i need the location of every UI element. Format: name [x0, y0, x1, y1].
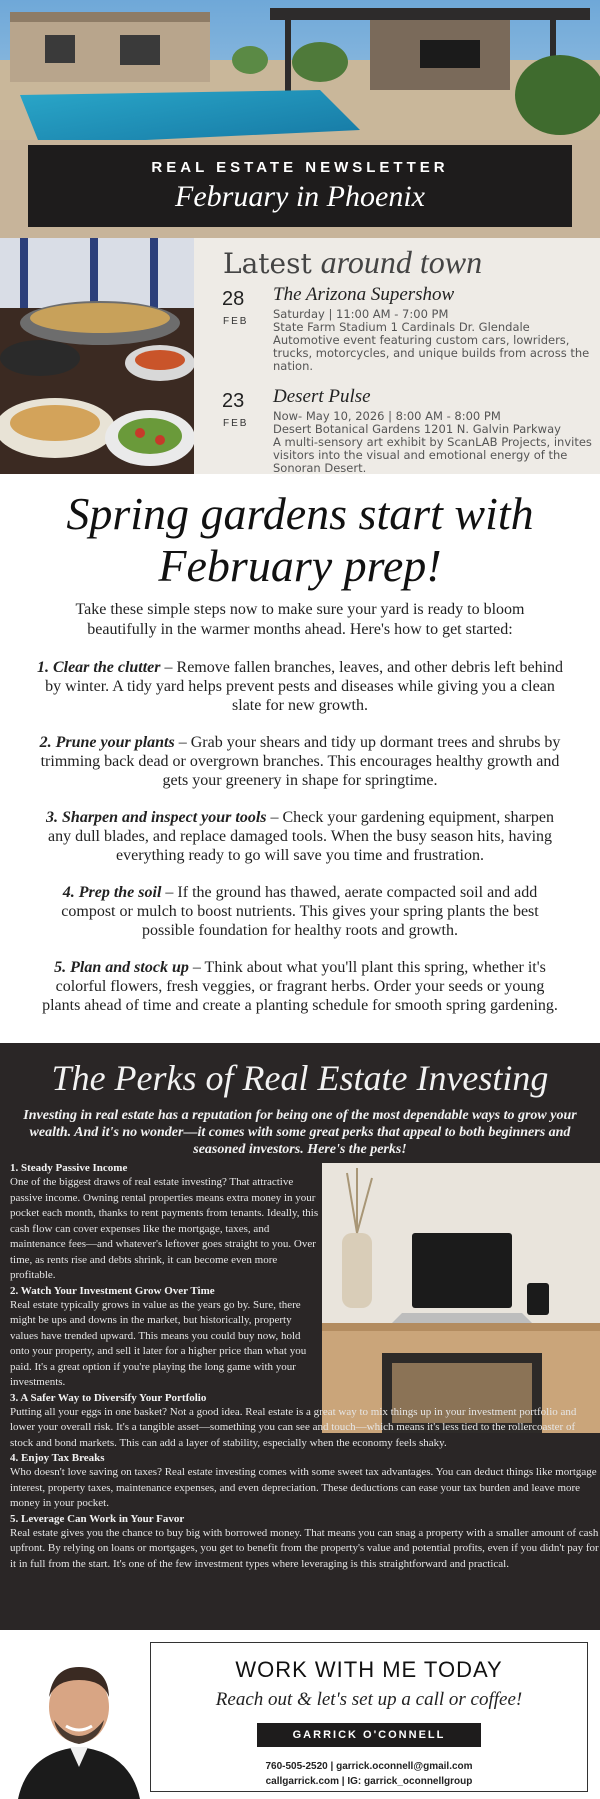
- perk-title: 5. Leverage Can Work in Your Favor: [10, 1512, 185, 1525]
- step-text: – If the ground has thawed, aerate compacted soil and add compost or mulch to boost nutrients. This gives your spring plants the best possible foundation for healthy roots and growth.: [61, 884, 539, 939]
- perk-title: 3. A Safer Way to Diversify Your Portfolio: [10, 1391, 207, 1404]
- newsletter-title: February in Phoenix: [175, 180, 425, 213]
- step-text: – Check your gardening equipment, sharpen any dull blades, and replace damaged tools. When the busy season hits, having everything ready to go will save you time and frustration.: [47, 809, 554, 864]
- perk-section: [10, 1512, 600, 1573]
- perk-title: 4. Enjoy Tax Breaks: [10, 1452, 105, 1464]
- food-photo: [0, 238, 194, 474]
- hero-banner: [0, 0, 600, 240]
- event-location: State Farm Stadium 1 Cardinals Dr. Glendale: [273, 320, 530, 334]
- agent-name: GARRICK O'CONNELL: [257, 1723, 482, 1747]
- contact-web-social[interactable]: callgarrick.com | IG: garrick_oconnellgroup: [265, 1776, 473, 1787]
- event-description: A multi-sensory art exhibit by ScanLAB Projects, invites visitors into the visual and emotional energy of the Sonoran Desert.: [273, 435, 592, 475]
- step-title: Plan and stock up: [70, 959, 189, 976]
- contact-info: [151, 1759, 587, 1789]
- step-title: Clear the clutter: [52, 659, 161, 676]
- perk-section: [10, 1391, 600, 1452]
- spring-title-line2: February prep!: [158, 540, 442, 591]
- event-day: 23: [222, 390, 245, 412]
- spring-title: [0, 488, 600, 592]
- perk-title: 2. Watch Your Investment Grow Over Time: [10, 1284, 215, 1297]
- spring-step: [36, 958, 564, 1015]
- perks-article: [0, 1043, 600, 1630]
- event-details: [273, 410, 600, 475]
- latest-heading-italic: around town: [320, 244, 483, 280]
- latest-around-town: [0, 238, 600, 474]
- contact-phone-email[interactable]: 760-505-2520 | garrick.oconnell@gmail.com: [265, 1761, 473, 1772]
- spring-step: [36, 808, 564, 865]
- perks-title: The Perks of Real Estate Investing: [51, 1058, 549, 1098]
- agent-headshot: [8, 1642, 150, 1799]
- perk-title: 1. Steady Passive Income: [10, 1162, 128, 1174]
- contact-tagline: Reach out & let's set up a call or coffee!: [215, 1689, 523, 1710]
- step-number: 3.: [46, 809, 59, 826]
- latest-heading-plain: Latest: [223, 247, 321, 280]
- step-number: 1.: [36, 659, 49, 676]
- spring-title-line1: Spring gardens start with: [66, 488, 534, 539]
- step-text: – Grab your shears and tidy up dormant trees and shrubs by trimming back dead or overgrown branches. This encourages healthy growth and gets your greenery in shape for springtime.: [40, 734, 561, 789]
- perk-section: [10, 1451, 600, 1512]
- event-time: Now- May 10, 2026 | 8:00 AM - 8:00 PM: [273, 409, 501, 423]
- step-number: 5.: [54, 959, 67, 976]
- contact-footer: [0, 1630, 600, 1799]
- event-details: [273, 308, 600, 373]
- perk-text: One of the biggest draws of real estate investing? That attractive passive income. Owning rental properties means extra money in your pocket each month, thanks to rent payments from tenants. Ideally, this cash flow can cover expenses like the mortgage, taxes, and maintenance fees—and whatever's leftover goes straight to you. Over time, as rents rise and debts shrink, it can become even more profitable.: [10, 1176, 319, 1281]
- step-title: Prep the soil: [78, 884, 162, 901]
- masthead: [28, 145, 572, 227]
- perks-lead: Investing in real estate has a reputation for being one of the most dependable ways to grow your wealth. And it's no wonder—it comes with some great perks that appeal to both beginners and seasoned investors. Here's the perks!: [23, 1108, 577, 1157]
- contact-card: [150, 1642, 588, 1792]
- step-title: Prune your plants: [55, 734, 175, 751]
- step-number: 4.: [62, 884, 75, 901]
- event-name: The Arizona Supershow: [273, 284, 455, 305]
- newsletter-kicker: REAL ESTATE NEWSLETTER: [151, 159, 449, 176]
- perk-text: Real estate gives you the chance to buy big with borrowed money. That means you can snag a property with a smaller amount of cash upfront. By relying on loans or mortgages, you get to benefit from the property's value and potential profits, even if you didn't pay for it in full from the start. It's one of the few investment types where leveraging is this straightforward and practical.: [10, 1526, 599, 1570]
- step-title: Sharpen and inspect your tools: [62, 809, 267, 826]
- perk-section: [10, 1161, 322, 1284]
- perk-text: Who doesn't love saving on taxes? Real estate investing comes with some sweet tax advantages. You can deduct things like mortgage interest, property taxes, maintenance expenses, and even depreciation. These deductions can ease your tax burden and leave more money in your pocket.: [10, 1466, 597, 1509]
- event-name: Desert Pulse: [273, 386, 371, 407]
- perk-text: Real estate typically grows in value as the years go by. Sure, there might be ups and downs in the market, but historically, property values have trended upward. This means you could buy now, hold onto your property, and sell it later for a higher price than what you paid. It's a great option if you're playing the long game with your investments.: [10, 1298, 307, 1388]
- spring-step: [36, 883, 564, 940]
- event-month: FEB: [223, 316, 249, 327]
- step-text: – Think about what you'll plant this spring, whether it's colorful flowers, fresh veggies, or fragrant herbs. Order your seeds or young plants ahead of time and create a planting schedule for smooth spring gardening.: [42, 959, 558, 1014]
- event-time: Saturday | 11:00 AM - 7:00 PM: [273, 307, 449, 321]
- perks-sections: [10, 1161, 600, 1572]
- perk-section: [10, 1284, 322, 1391]
- spring-gardens-article: [0, 478, 600, 1015]
- spring-step: [36, 658, 564, 715]
- perk-text: Putting all your eggs in one basket? Not a good idea. Real estate is a great way to mix things up in your investment portfolio and lower your overall risk. It's a tangible asset—something you can see and touch—which means it's less tied to the rollercoaster of stock and bond markets. This can add a layer of stability, especially when the economy feels shaky.: [10, 1405, 577, 1449]
- event-day: 28: [222, 288, 245, 310]
- spring-intro: Take these simple steps now to make sure your yard is ready to bloom beautifully in the warmer months ahead. Here's how to get started:: [75, 601, 525, 638]
- event-description: Automotive event featuring custom cars, lowriders, trucks, motorcycles, and unique builds from across the nation.: [273, 333, 590, 373]
- spring-step: [36, 733, 564, 790]
- step-number: 2.: [39, 734, 52, 751]
- step-text: – Remove fallen branches, leaves, and other debris left behind by winter. A tidy yard helps prevent pests and diseases while giving you a clean slate for new growth.: [45, 659, 564, 714]
- latest-heading: [223, 244, 482, 281]
- contact-headline: WORK WITH ME TODAY: [235, 1657, 503, 1682]
- event-month: FEB: [223, 418, 249, 429]
- event-location: Desert Botanical Gardens 1201 N. Galvin Parkway: [273, 422, 561, 436]
